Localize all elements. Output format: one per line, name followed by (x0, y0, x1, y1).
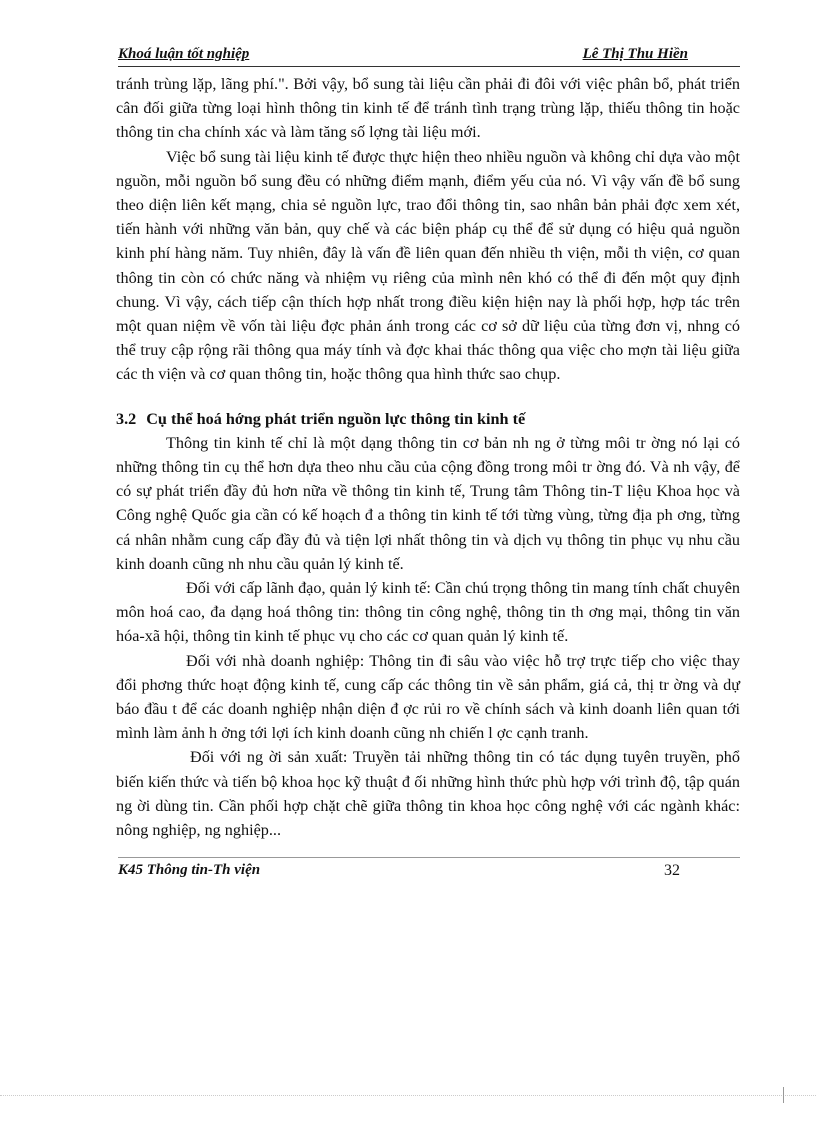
header-thesis-label: Khoá luận tốt nghiệp (118, 46, 250, 62)
section-title: Cụ thể hoá hớng phát triển nguồn lực thông tin kinh tế (146, 409, 526, 428)
page-header (118, 46, 740, 67)
page-corner-mark (783, 1087, 784, 1103)
page-bottom-border (0, 1095, 816, 1096)
paragraph-2: Việc bổ sung tài liệu kinh tế được thực hiện theo nhiều nguồn và không chỉ dựa vào một nguồn, mỗi nguồn bổ sung đều có những điểm mạnh, điểm yếu của nó. Vì vậy vấn đề bổ sung theo diện liên kết mạng, chia sẻ nguồn lực, trao đổi thông tin, sao nhân bản phải đợc xem xét, tiến hành với những văn bản, quy chế và các biện pháp cụ thể để sử dụng có hiệu quả nguồn kinh phí hàng năm. Tuy nhiên, đây là vấn đề liên quan đến nhiều th viện, mỗi th viện, cơ quan thông tin còn có chức năng và nhiệm vụ riêng của mình nên khó có thể đi đến một quy định chung. Vì vậy, cách tiếp cận thích hợp nhất trong điều kiện hiện nay là phối hợp, hợp tác trên một quan niệm về vốn tài liệu đợc phản ánh trong các cơ sở dữ liệu của từng đơn vị, nhng có thể truy cập rộng rãi thông qua máy tính và đợc khai thác thông qua việc cho mợn tài liệu giữa các th viện và cơ quan thông tin, hoặc thông qua hình thức sao chụp. (116, 147, 740, 384)
paragraph-6: Đối với ng ời sản xuất: Truyền tải những thông tin có tác dụng tuyên truyền, phổ biến kiến thức và tiến bộ khoa học kỹ thuật đ ối những hình thức phù hợp với trình độ, tập quán ng ời dùng tin. Cần phối hợp chặt chẽ giữa thông tin khoa học công nghệ với các ngành khác: nông nghiệp, ng nghiệp... (116, 748, 740, 840)
section-heading (116, 407, 740, 431)
paragraph-1: tránh trùng lặp, lãng phí.". Bởi vậy, bổ sung tài liệu cần phải đi đôi với việc phân bổ, phát triển cân đối giữa từng loại hình thông tin kinh tế để tránh tình trạng trùng lặp, thiếu thông tin hoặc thông tin cha chính xác và làm tăng số lợng tài liệu mới. (116, 75, 740, 142)
page-number: 32 (664, 862, 680, 879)
paragraph-5: Đối với nhà doanh nghiệp: Thông tin đi sâu vào việc hỗ trợ trực tiếp cho việc thay đổi phơng thức hoạt động kinh tế, cung cấp các thông tin về sản phẩm, giá cả, thị tr ờng và dự báo đầu t để các doanh nghiệp nhận diện đ ợc rủi ro về chính sách và kinh doanh liên quan tới mình làm ảnh h ởng tới lợi ích kinh doanh cũng nh chiến l ợc cạnh tranh. (116, 651, 740, 743)
paragraph-4: Đối với cấp lãnh đạo, quản lý kinh tế: Cần chú trọng thông tin mang tính chất chuyên môn hoá cao, đa dạng hoá thông tin: thông tin công nghệ, thông tin th ơng mại, thông tin văn hóa-xã hội, thông tin kinh tế phục vụ cho các cơ quan quản lý kinh tế. (116, 579, 740, 646)
spacer (116, 387, 740, 407)
page-body (116, 72, 740, 842)
section-number: 3.2 (116, 409, 137, 428)
footer-class-label: K45 Thông tin-Th viện (118, 862, 261, 878)
paragraph-3: Thông tin kinh tế chỉ là một dạng thông tin cơ bản nh ng ở từng môi tr ờng nó lại có những thông tin cụ thể hơn dựa theo nhu cầu của cộng đồng trong môi tr ờng đó. Và nh vậy, để có sự phát triển đầy đủ hơn nữa về thông tin kinh tế, Trung tâm Thông tin-T liệu Khoa học và Công nghệ Quốc gia cần có kế hoạch đ a thông tin kinh tế tới từng vùng, từng địa ph ơng, từng cá nhân nhằm cung cấp đầy đủ và tiện lợi nhất thông tin và dịch vụ thông tin phục vụ nhu cầu kinh doanh cũng nh nhu cầu quản lý kinh tế. (116, 433, 740, 573)
page-footer (118, 857, 740, 882)
header-author-name: Lê Thị Thu Hiền (582, 46, 688, 62)
